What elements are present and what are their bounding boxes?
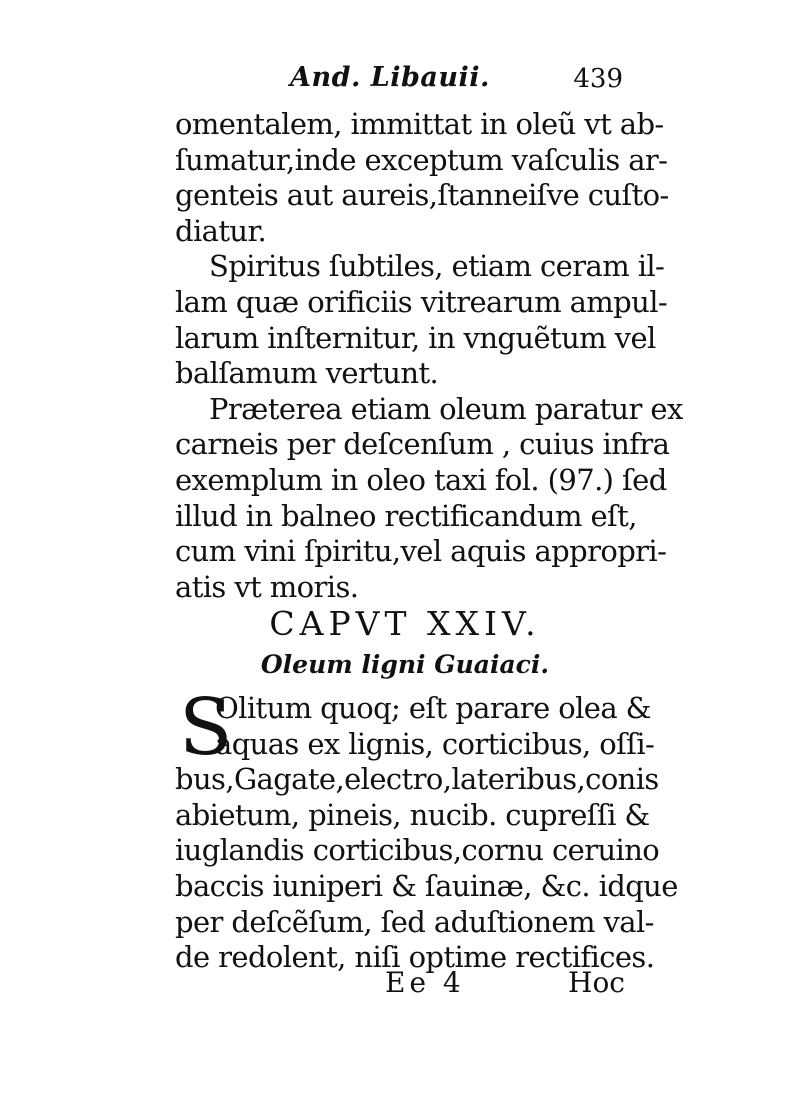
text-line: ſumatur,inde exceptum vaſculis ar- bbox=[175, 142, 668, 177]
drop-cap: S bbox=[179, 683, 233, 773]
text-line: balſamum vertunt. bbox=[175, 356, 439, 391]
text-line: genteis aut aureis,ſtanneiſve cuſto- bbox=[175, 178, 669, 213]
text-line: aquas ex lignis, corticibus, oſſi- bbox=[215, 726, 655, 761]
catchword: Hoc bbox=[568, 966, 625, 999]
text-line: Spiritus ſubtiles, etiam ceram il- bbox=[209, 249, 665, 284]
text-line: baccis iuniperi & ſauinæ, &c. idque bbox=[175, 868, 678, 903]
chapter-title: CAPVT XXIV. bbox=[269, 604, 541, 643]
text-line: iuglandis corticibus,cornu ceruino bbox=[175, 833, 660, 868]
text-line: carneis per deſcenſum , cuius infra bbox=[175, 427, 670, 462]
text-line: bus,Gagate,electro,lateribus,conis bbox=[175, 762, 659, 797]
text-line: cum vini ſpiritu,vel aquis appropri- bbox=[175, 534, 667, 569]
running-title: And. Libauii. bbox=[290, 62, 490, 93]
text-line: Olitum quoq; eſt parare olea & bbox=[215, 691, 651, 725]
text-line: per deſcẽſum, ſed aduſtionem val- bbox=[175, 904, 654, 939]
text-line: Præterea etiam oleum paratur ex bbox=[209, 391, 683, 426]
body-text bbox=[175, 107, 683, 605]
text-line: larum inſternitur, in vnguẽtum vel bbox=[175, 320, 656, 355]
text-line: de redolent, niſi optime rectifices. bbox=[175, 940, 655, 975]
text-line: lam quæ orificiis vitrearum ampul- bbox=[175, 284, 668, 319]
text-line: diatur. bbox=[175, 213, 267, 248]
running-head bbox=[175, 62, 635, 102]
page-number: 439 bbox=[573, 64, 623, 94]
chapter-subtitle: Oleum ligni Guaiaci. bbox=[260, 650, 550, 679]
text-line: illud in balneo rectificandum eſt, bbox=[175, 498, 637, 533]
chapter-text bbox=[175, 683, 678, 976]
signature-mark: Ee 4 bbox=[385, 966, 465, 999]
text-line: atis vt moris. bbox=[175, 569, 359, 604]
page-footer bbox=[175, 966, 635, 1006]
text-line: abietum, pineis, nucib. cupreſſi & bbox=[175, 797, 650, 832]
text-line: omentalem, immittat in oleũ vt ab- bbox=[175, 107, 664, 141]
text-line: exemplum in oleo taxi fol. (97.) ſed bbox=[175, 462, 667, 497]
